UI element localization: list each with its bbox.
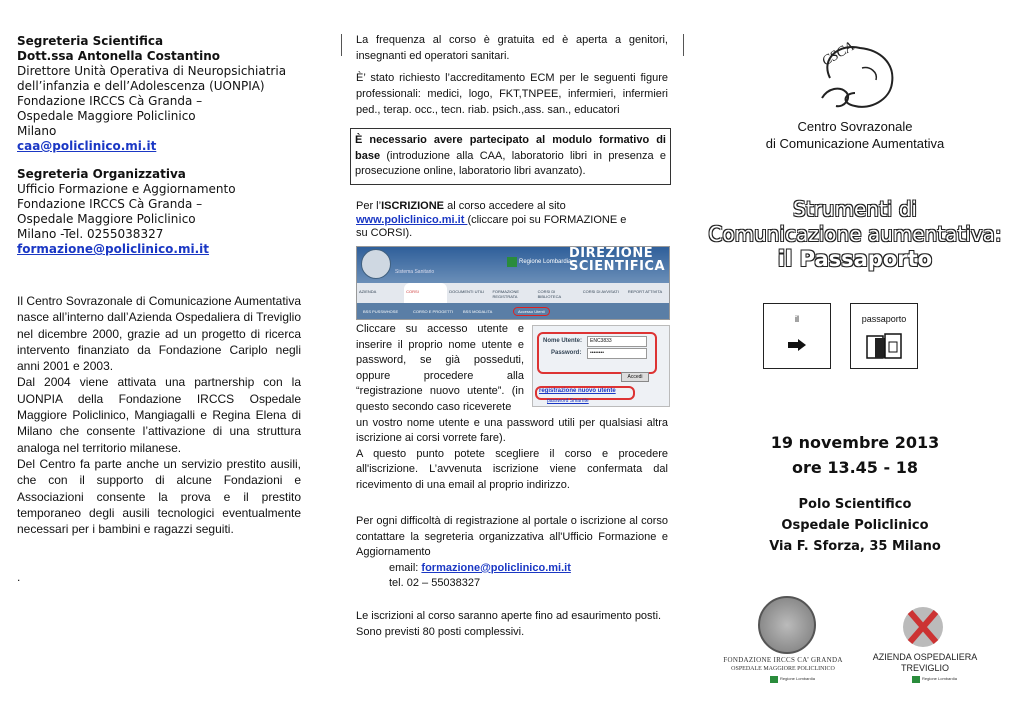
paragraph: un vostro nome utente e una password utili per qualsiasi altra iscrizione ai corsi vorrete fare).: [356, 416, 668, 445]
paragraph: Il Centro Sovrazonale di Comunicazione Aumentativa nasce all’interno dall’Azienda Ospedaliera di Treviglio nel dicembre 2000, grazie ad un progetto di ricerca intervento finanziato da Fondazione Cariplo negli anni 2001 e 2003.: [17, 294, 301, 374]
prerequisite-bold: È necessario avere partecipato al modulo formativo di base: [355, 134, 666, 162]
paragraph: Le iscrizioni al corso saranno aperte fino ad esaurimento posti.: [356, 610, 662, 622]
symbol-card-il: [763, 303, 831, 369]
csca-logo-icon: [800, 38, 910, 118]
logo-text: CSCA: [819, 39, 857, 70]
banner-tabs: [357, 283, 669, 303]
address-line: Milano -Tel. 0255038327: [17, 227, 164, 241]
text: Per l’: [356, 200, 382, 212]
event-date: [700, 430, 1010, 480]
address-line: Direttore Unità Operativa di Neuropsichiatria: [17, 64, 287, 78]
banner-region-text: Regione Lombardia: [519, 259, 572, 265]
text-line: Cliccare su accesso utente e: [356, 323, 524, 335]
passport-icon: [865, 332, 905, 367]
csca-logo: [800, 38, 910, 118]
paragraph: Sono previsti 80 posti complessivi.: [356, 625, 525, 638]
password-label: Password:: [551, 350, 582, 356]
accedi-button[interactable]: Accedi: [621, 372, 649, 382]
address-line: Fondazione IRCCS Cà Granda –: [17, 94, 203, 108]
subnav-item[interactable]: BSS PUSSWHOSE: [363, 308, 399, 314]
address-line: Ufficio Formazione e Aggiornamento: [17, 182, 236, 196]
treviglio-emblem-icon: [900, 604, 946, 655]
column-rule-left: [341, 34, 342, 56]
centro-line: di Comunicazione Aumentativa: [765, 136, 945, 151]
tab-formazione[interactable]: FORMAZIONE REGISTRATA: [492, 289, 520, 299]
location-line: Via F. Sforza, 35 Milano: [769, 539, 941, 554]
text: al corso accedere al sito: [444, 200, 566, 212]
centro-name: [700, 118, 1010, 152]
title-line: Comunicazione aumentativa:: [708, 222, 1002, 246]
section-title: Segreteria Organizzativa: [17, 167, 186, 181]
contact-instructions: [356, 514, 668, 592]
text-line: questo secondo caso riceverete: [356, 400, 512, 413]
right-column: [700, 0, 1010, 724]
tab-avvisati[interactable]: CORSI DI AVVISATI: [582, 289, 619, 294]
subnav-item[interactable]: CORSO E PROGETTI: [413, 308, 454, 314]
middle-column: [350, 0, 670, 724]
text: email:: [389, 561, 422, 574]
website-screenshot: [356, 246, 670, 320]
column-rule-right: [683, 34, 684, 56]
accesso-utenti-link[interactable]: Accesso Utenti: [513, 307, 550, 316]
course-title: [700, 197, 1010, 272]
text-line: password, se già posseduti,: [356, 354, 524, 367]
login-screenshot: [532, 325, 670, 407]
address-line: Ospedale Maggiore Policlinico: [17, 212, 196, 226]
location-line: Ospedale Policlinico: [781, 518, 929, 533]
card-label: il: [795, 314, 799, 324]
prerequisite-text: (introduzione alla CAA, laboratorio libri in presenza e prosecuzione online, laboratorio libri avanzato).: [355, 149, 666, 178]
logo-text: TREVIGLIO: [900, 663, 949, 673]
email-link[interactable]: formazione@policlinico.mi.it: [421, 561, 571, 574]
address-line: Milano: [17, 124, 57, 138]
tab-biblioteca[interactable]: CORSI DI BIBLIOTECA: [537, 289, 562, 299]
region-logo-icon: [770, 676, 778, 683]
email-link[interactable]: caa@policlinico.mi.it: [17, 139, 157, 153]
logo-region-text: Regione Lombardia: [780, 676, 815, 681]
segreteria-organizzativa: [17, 167, 307, 257]
register-link[interactable]: registrazione nuovo utente: [539, 388, 616, 394]
tab-report[interactable]: REPORT ATTIVITA: [627, 289, 663, 294]
region-logo-icon: [912, 676, 920, 683]
centro-line: Centro Sovrazonale: [797, 119, 913, 134]
symbol-card-passaporto: [850, 303, 918, 369]
banner-subnav: [357, 303, 669, 319]
banner-title: [569, 247, 665, 273]
email-link[interactable]: formazione@policlinico.mi.it: [17, 242, 210, 256]
title-line: Strumenti di: [793, 197, 917, 221]
card-label: passaporto: [861, 314, 907, 324]
text: ISCRIZIONE: [381, 200, 445, 212]
treviglio-logo: [870, 604, 980, 690]
paragraph: A questo punto potete scegliere il corso e procedere all'iscrizione. L’avvenuta iscrizione viene confermata dal ricevimento di una email al proprio indirizzo.: [356, 447, 668, 491]
banner-title-line: SCIENTIFICA: [569, 259, 666, 274]
text: su CORSI).: [356, 227, 413, 239]
subnav-item[interactable]: BSS MODALITA: [463, 308, 493, 314]
region-logo-icon: [507, 257, 517, 267]
tab-azienda[interactable]: AZIENDA: [359, 289, 377, 294]
arrow-icon: [788, 338, 806, 356]
banner-system-text: Sistema Sanitario: [395, 269, 435, 275]
lost-password-link[interactable]: password Smarrite: [547, 398, 589, 404]
text-line: oppure procedere alla: [356, 369, 524, 382]
password-input[interactable]: ••••••••: [587, 348, 647, 359]
stray-dot: .: [17, 570, 21, 584]
logo-text: FONDAZIONE IRCCS CA’ GRANDA: [723, 656, 843, 664]
tab-corsi[interactable]: CORSI: [404, 283, 447, 303]
date-line: 19 novembre 2013: [770, 433, 940, 452]
section-title: Segreteria Scientifica: [17, 34, 164, 48]
address-line: Fondazione IRCCS Cà Granda –: [17, 197, 203, 211]
event-location: [700, 494, 1010, 557]
paragraph: È’ stato richiesto l’accreditamento ECM per le seguenti figure professionali: medici, logo, FKT,TNPEE, infermieri, infermieri ped., terap. occ., tecn. riab. psich.,ass. san., educatori: [356, 72, 668, 116]
centro-description: [17, 293, 301, 537]
username-input[interactable]: ENC3833: [587, 336, 647, 347]
prerequisite-box: [350, 128, 671, 185]
paragraph: Del Centro fa parte anche un servizio prestito ausili, che con il supporto di alcune Fondazioni e Associazioni consente la prova e il prestito temporaneo degli ausili tecnologici eventualmente necessari per i bambini e ragazzi seguiti.: [17, 456, 301, 537]
text-line: “registrazione nuovo utente”. (in: [356, 385, 524, 398]
time-line: ore 13.45 - 18: [792, 458, 918, 477]
paragraph: La frequenza al corso è gratuita ed è aperta a genitori, insegnanti ed operatori sanitari.: [356, 34, 668, 62]
location-line: Polo Scientifico: [798, 497, 912, 512]
paragraph: Dal 2004 viene attivata una partnership con la UONPIA della Fondazione IRCCS Ospedale Maggiore Policlinico, Mangiagalli e Regina Elena di Milano che consente l’attivazione di una struttura analoga nel territorio milanese.: [17, 375, 301, 455]
logo-text: AZIENDA OSPEDALIERA: [872, 652, 978, 662]
text-line: inserire il proprio nome utente e: [356, 338, 524, 351]
tab-documenti[interactable]: DOCUMENTI UTILI: [449, 289, 485, 294]
logo-region-text: Regione Lombardia: [922, 676, 957, 681]
seal-icon: [758, 596, 816, 654]
paragraph: Per ogni difficoltà di registrazione al portale o iscrizione al corso contattare la segreteria organizzativa all'Ufficio Formazione e Aggiornamento: [356, 515, 668, 559]
iscrizione-instructions: [356, 200, 668, 241]
address-line: dell’infanzia e dell’Adolescenza (UONPIA): [17, 79, 265, 93]
iscrizioni-note: [356, 609, 668, 640]
address-line: Ospedale Maggiore Policlinico: [17, 109, 196, 123]
left-column: [17, 0, 301, 724]
text: (cliccare poi su FORMAZIONE e: [467, 213, 627, 226]
seal-icon: [361, 249, 391, 279]
policlinico-logo: [710, 594, 856, 690]
logo-text: OSPEDALE MAGGIORE POLICLINICO: [731, 666, 835, 672]
username-label: Nome Utente:: [543, 338, 583, 344]
segreteria-scientifica: [17, 34, 307, 154]
phone-number: tel. 02 – 55038327: [389, 577, 481, 590]
info-frequenza: [356, 32, 668, 118]
banner-title-line: DIREZIONE: [569, 246, 654, 261]
contact-name: Dott.ssa Antonella Costantino: [17, 49, 220, 63]
site-link[interactable]: www.policlinico.mi.it: [356, 213, 468, 226]
title-line: il Passaporto: [777, 247, 933, 271]
